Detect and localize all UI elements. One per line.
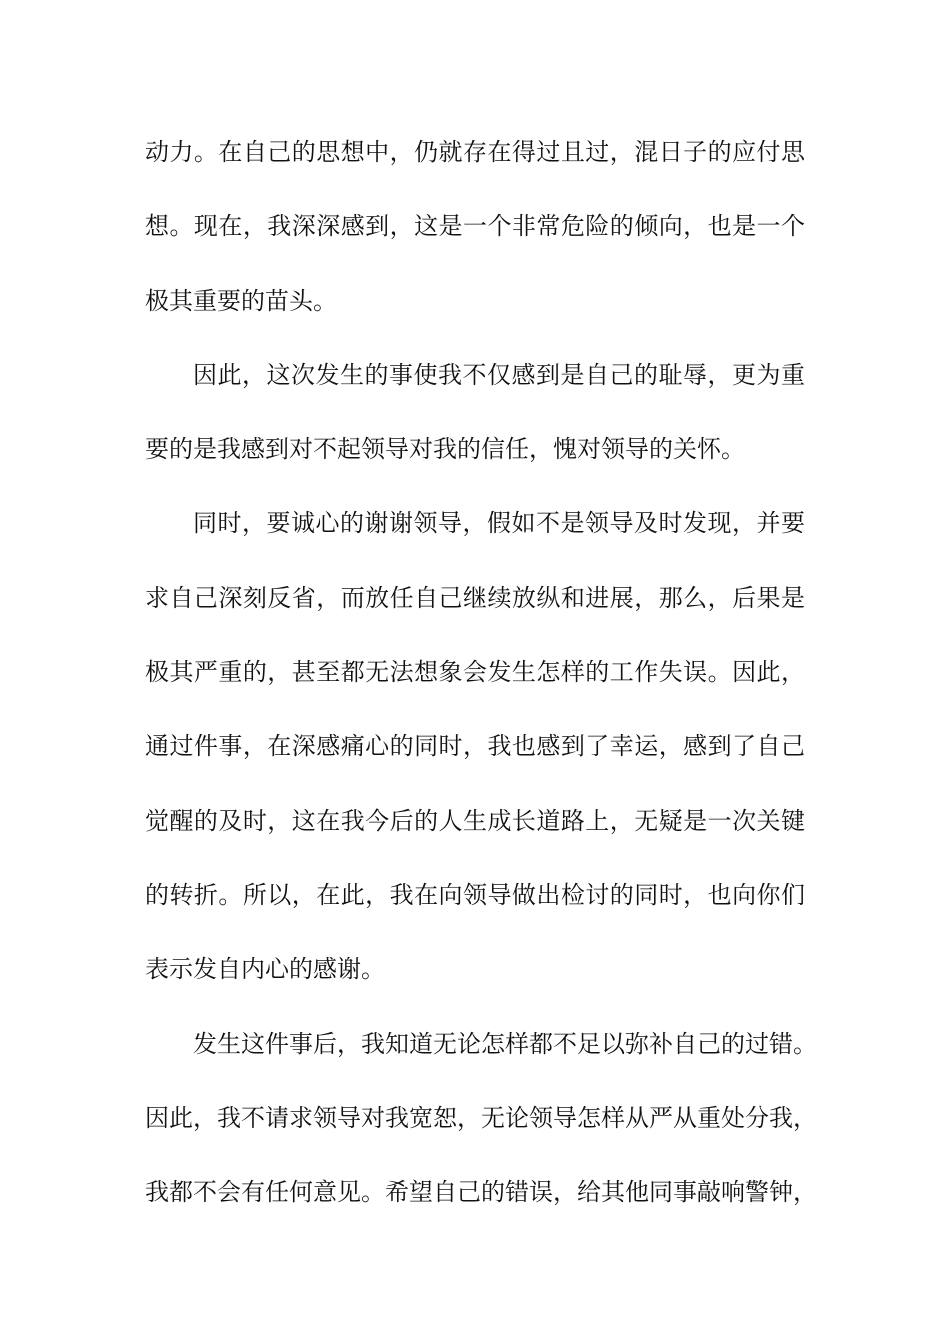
text-line: 的转折。所以，在此，我在向领导做出检讨的同时，也向你们: [145, 880, 805, 909]
body-text: [145, 128, 817, 1242]
text-line: 通过件事，在深感痛心的同时，我也感到了幸运，感到了自己: [145, 732, 805, 761]
paragraph-first-line: 同时，要诚心的谢谢领导，假如不是领导及时发现，并要: [193, 509, 805, 538]
text-line: 想。现在，我深深感到，这是一个非常危险的倾向，也是一个: [145, 212, 805, 241]
text-line: 求自己深刻反省，而放任自己继续放纵和进展，那么，后果是: [145, 583, 805, 612]
text-line: 因此，我不请求领导对我宽恕，无论领导怎样从严从重处分我，: [145, 1103, 817, 1132]
text-line: 我都不会有任何意见。希望自己的错误，给其他同事敲响警钟，: [145, 1178, 817, 1207]
text-line: 觉醒的及时，这在我今后的人生成长道路上，无疑是一次关键: [145, 806, 805, 835]
paragraph-first-line: 发生这件事后，我知道无论怎样都不足以弥补自己的过错。: [193, 1029, 817, 1058]
text-line: 要的是我感到对不起领导对我的信任，愧对领导的关怀。: [145, 435, 745, 464]
text-line: 动力。在自己的思想中，仍就存在得过且过，混日子的应付思: [145, 138, 805, 166]
paragraph-first-line: 因此，这次发生的事使我不仅感到是自己的耻辱，更为重: [193, 360, 805, 389]
text-line: 表示发自内心的感谢。: [145, 955, 385, 984]
text-line: 极其重要的苗头。: [145, 286, 337, 315]
text-line: 极其严重的，甚至都无法想象会发生怎样的工作失误。因此，: [145, 658, 805, 687]
